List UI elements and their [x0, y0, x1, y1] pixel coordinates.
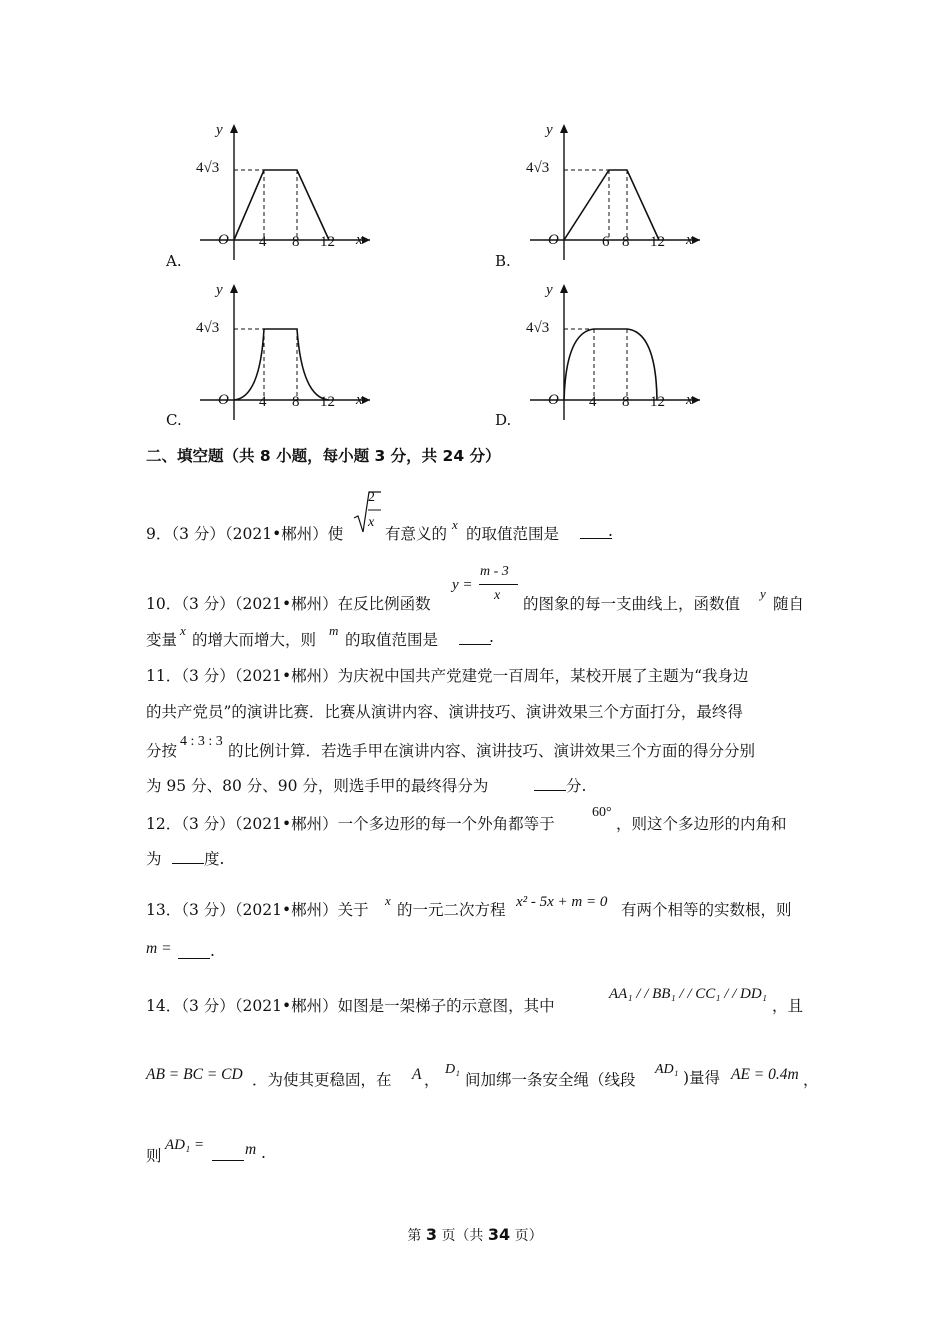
- x-axis-arrow: [692, 236, 700, 244]
- tick-label: 12: [650, 234, 665, 250]
- q11-line4-end: 分.: [566, 777, 587, 795]
- q10-var-y: y: [760, 586, 766, 601]
- origin-label: O: [218, 232, 229, 248]
- q14-parallel: AA₁ / / BB₁ / / CC₁ / / DD₁: [609, 986, 767, 1002]
- q10-line1-end: 随自: [773, 595, 805, 613]
- q12-answer-blank[interactable]: [172, 849, 204, 864]
- x-axis-arrow: [692, 396, 700, 404]
- tick-label: 12: [650, 394, 665, 410]
- q10-line1-mid: 的图象的每一支曲线上，函数值: [523, 595, 741, 613]
- q9-num: 2: [368, 490, 375, 505]
- option-a-label: A.: [166, 252, 182, 270]
- q11-ratio: 4 : 3 : 3: [180, 734, 223, 749]
- q14-comma: ，: [424, 1071, 440, 1089]
- q14-line1-end: ，且: [772, 997, 804, 1015]
- tick-label: 8: [292, 234, 300, 250]
- option-d-label: D.: [495, 411, 512, 429]
- q11-line4-prefix: 为 95 分、80 分、90 分，则选手甲的最终得分为: [146, 777, 489, 795]
- q14-line3-prefix: 则: [146, 1147, 162, 1165]
- tick-label: 4: [259, 234, 267, 250]
- footer-mid: 页（共: [441, 1228, 484, 1244]
- q11-line3-prefix: 分按: [146, 742, 178, 760]
- q14-lhs: AD₁ =: [165, 1137, 205, 1153]
- graph-curve: [564, 329, 657, 400]
- q14-segment: AD₁: [655, 1062, 679, 1077]
- page-footer: [0, 1225, 950, 1245]
- q10-line1-prefix: 10．（3 分）（2021•郴州）在反比例函数: [146, 595, 431, 613]
- q12-line2-end: 度.: [204, 850, 225, 868]
- graph-curve: [234, 170, 329, 240]
- q12-angle: 60°: [592, 805, 612, 820]
- q14-point-a: A: [412, 1066, 422, 1083]
- tick-label: 12: [320, 234, 335, 250]
- graph-c: [190, 280, 380, 420]
- x-label: x: [356, 232, 363, 248]
- option-c-label: C.: [166, 411, 182, 429]
- fraction-bar: [479, 584, 518, 585]
- q10-lhs: y =: [452, 577, 473, 593]
- tick-label: 6: [602, 234, 610, 250]
- q14-line2-mid: ．为使其更稳固，在: [252, 1071, 392, 1089]
- y-value-label: 4√3: [196, 320, 220, 336]
- q14-line1-prefix: 14．（3 分）（2021•郴州）如图是一架梯子的示意图，其中: [146, 997, 555, 1015]
- origin-label: O: [548, 392, 559, 408]
- tick-label: 8: [622, 234, 630, 250]
- q10-line2-prefix: 变量: [146, 631, 178, 649]
- q13-end: .: [210, 942, 215, 960]
- y-value-label: 4√3: [526, 160, 550, 176]
- q14-answer-blank[interactable]: [212, 1146, 244, 1161]
- q14-line2-end: ，: [803, 1071, 819, 1089]
- x-label: x: [686, 392, 693, 408]
- q10-frac-den: x: [494, 588, 501, 603]
- q10-var-x: x: [180, 623, 186, 638]
- option-b-label: B.: [495, 252, 511, 270]
- q9-den: x: [368, 515, 375, 530]
- x-label: x: [686, 232, 693, 248]
- q13-line1-mid: 的一元二次方程: [397, 901, 506, 919]
- q9-after1: 有意义的: [385, 525, 448, 543]
- q9-end: .: [608, 522, 613, 540]
- footer-pre: 第: [407, 1228, 422, 1244]
- y-axis-arrow: [560, 124, 568, 133]
- y-axis-arrow: [230, 284, 238, 293]
- q10-line2-end: 的取值范围是: [345, 631, 439, 649]
- q12-line1-end: ，则这个多边形的内角和: [616, 815, 787, 833]
- y-axis-arrow: [560, 284, 568, 293]
- q12-line2-prefix: 为: [146, 850, 162, 868]
- section-title: 二、填空题（共 8 小题，每小题 3 分，共 24 分）: [146, 447, 501, 465]
- tick-label: 4: [589, 394, 597, 410]
- graph-b: [520, 120, 710, 260]
- origin-label: O: [548, 232, 559, 248]
- y-value-label: 4√3: [196, 160, 220, 176]
- q9-var: x: [452, 517, 458, 532]
- q11-line1: 11．（3 分）（2021•郴州）为庆祝中国共产党建党一百周年，某校开展了主题为“我身边: [146, 667, 749, 685]
- q10-answer-blank[interactable]: [459, 630, 491, 645]
- q9-prefix: 9．（3 分）（2021•郴州）使: [146, 525, 344, 543]
- q10-frac-num: m - 3: [480, 564, 509, 579]
- q9-after2: 的取值范围是: [466, 525, 560, 543]
- q11-line2: 的共产党员”的演讲比赛．比赛从演讲内容、演讲技巧、演讲效果三个方面打分，最终得: [146, 703, 743, 721]
- tick-label: 8: [622, 394, 630, 410]
- q14-equal-segments: AB = BC = CD: [146, 1066, 243, 1083]
- q14-line2-mid3: )量得: [683, 1069, 721, 1087]
- q10-line2-mid: 的增大而增大，则: [192, 631, 317, 649]
- q13-line1-end: 有两个相等的实数根，则: [621, 901, 792, 919]
- footer-page-number: 3: [425, 1225, 437, 1244]
- q14-point-d1: D₁: [445, 1062, 460, 1077]
- q13-var: x: [385, 893, 391, 908]
- graph-a: [190, 120, 380, 260]
- q14-line2-mid2: 间加绑一条安全绳（线段: [465, 1071, 636, 1089]
- tick-label: 4: [259, 394, 267, 410]
- y-label: y: [216, 122, 223, 138]
- footer-total-pages: 34: [487, 1225, 511, 1244]
- x-axis-arrow: [362, 236, 370, 244]
- q11-answer-blank[interactable]: [534, 776, 566, 791]
- y-label: y: [546, 282, 553, 298]
- graph-curve: [234, 329, 329, 400]
- x-axis-arrow: [362, 396, 370, 404]
- y-value-label: 4√3: [526, 320, 550, 336]
- q12-line1-prefix: 12．（3 分）（2021•郴州）一个多边形的每一个外角都等于: [146, 815, 555, 833]
- graph-d: [520, 280, 710, 420]
- q11-line3-end: 的比例计算．若选手甲在演讲内容、演讲技巧、演讲效果三个方面的得分分别: [228, 742, 756, 760]
- sqrt-sign: [352, 488, 382, 536]
- q13-line1-prefix: 13．（3 分）（2021•郴州）关于: [146, 901, 369, 919]
- q13-line2: m =: [146, 940, 172, 957]
- q13-answer-blank[interactable]: [178, 944, 210, 959]
- origin-label: O: [218, 392, 229, 408]
- q14-ae: AE = 0.4m: [731, 1066, 799, 1083]
- x-label: x: [356, 392, 363, 408]
- y-axis-arrow: [230, 124, 238, 133]
- q13-equation: x² - 5x + m = 0: [516, 894, 608, 910]
- q14-end: .: [261, 1144, 266, 1162]
- tick-label: 8: [292, 394, 300, 410]
- graph-curve: [564, 170, 659, 240]
- tick-label: 12: [320, 394, 335, 410]
- q10-end: .: [489, 628, 494, 646]
- q14-unit: m: [245, 1141, 257, 1158]
- y-label: y: [546, 122, 553, 138]
- y-label: y: [216, 282, 223, 298]
- footer-post: 页）: [514, 1228, 543, 1244]
- q10-var-m: m: [329, 623, 339, 638]
